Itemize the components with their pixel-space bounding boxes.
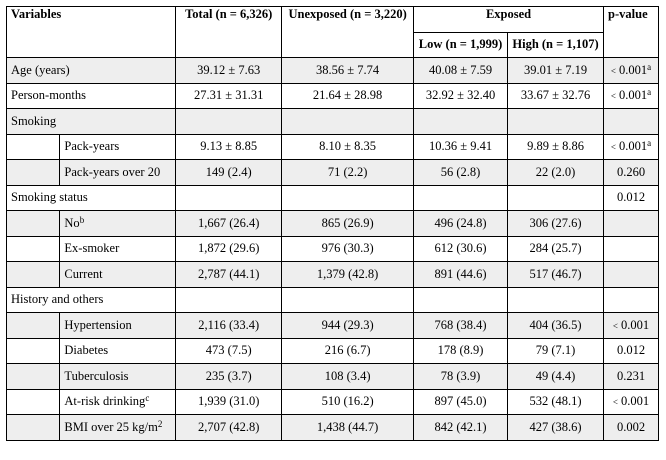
row-label: Age (years) [7,58,176,84]
cell-unexposed: 1,379 (42.8) [282,262,414,288]
cell-low: 891 (44.6) [414,262,508,288]
table-row [7,287,659,313]
cell-low: 768 (38.4) [414,313,508,339]
header-total: Total (n = 6,326) [176,7,282,58]
cell-unexposed: 216 (6.7) [282,338,414,364]
cell-pvalue: < 0.001$^a$ [604,58,659,84]
cell-low: 496 (24.8) [414,211,508,237]
cell-total: 2,707 (42.8) [176,415,282,441]
table-row [7,160,659,186]
cell-high: 33.67 ± 32.76 [508,83,604,109]
row-label: No$^b$ [60,211,176,237]
header-exposed: Exposed [414,7,604,33]
row-label: Current [60,262,176,288]
table-row [7,364,659,390]
table-row [7,134,659,160]
section-label: Smoking status [7,185,176,211]
cell-total: 1,872 (29.6) [176,236,282,262]
cell-total: 473 (7.5) [176,338,282,364]
cell-total: 1,939 (31.0) [176,389,282,415]
table-row [7,83,659,109]
row-label: Ex-smoker [60,236,176,262]
cell-total: 27.31 ± 31.31 [176,83,282,109]
cell-low: 612 (30.6) [414,236,508,262]
cell-low: 178 (8.9) [414,338,508,364]
cell-low: 32.92 ± 32.40 [414,83,508,109]
header-unexposed: Unexposed (n = 3,220) [282,7,414,58]
cell-high: 284 (25.7) [508,236,604,262]
header-low: Low (n = 1,999) [414,32,508,58]
cell-unexposed: 38.56 ± 7.74 [282,58,414,84]
section-label: History and others [7,287,176,313]
cell-unexposed: 976 (30.3) [282,236,414,262]
cell-high: 22 (2.0) [508,160,604,186]
cell-pvalue: 0.002 [604,415,659,441]
cell-total: 2,116 (33.4) [176,313,282,339]
cell-total: 2,787 (44.1) [176,262,282,288]
less-than-sign: < [610,65,616,76]
cell-unexposed: 865 (26.9) [282,211,414,237]
row-label: Tuberculosis [60,364,176,390]
row-label: Diabetes [60,338,176,364]
cell-low: 842 (42.1) [414,415,508,441]
cell-unexposed: 21.64 ± 28.98 [282,83,414,109]
cell-total: 1,667 (26.4) [176,211,282,237]
cell-unexposed: 944 (29.3) [282,313,414,339]
cell-pvalue: 0.012 [604,338,659,364]
cell-pvalue: < 0.001$^a$ [604,134,659,160]
cell-high: 39.01 ± 7.19 [508,58,604,84]
cell-high: 427 (38.6) [508,415,604,441]
row-label: Pack-years over 20 [60,160,176,186]
header-high: High (n = 1,107) [508,32,604,58]
row-label: Hypertension [60,313,176,339]
cell-unexposed: 71 (2.2) [282,160,414,186]
cell-high: 404 (36.5) [508,313,604,339]
cell-pvalue: 0.231 [604,364,659,390]
cell-high: 306 (27.6) [508,211,604,237]
table-row [7,389,659,415]
cell-low: 10.36 ± 9.41 [414,134,508,160]
cell-total: 149 (2.4) [176,160,282,186]
cell-pvalue: 0.260 [604,160,659,186]
data-table [6,6,659,441]
cell-unexposed: 1,438 (44.7) [282,415,414,441]
row-label: At-risk drinking$^c$ [60,389,176,415]
header-variables: Variables [7,7,176,58]
table-row [7,338,659,364]
header-pvalue: p-value [604,7,659,58]
cell-high: 79 (7.1) [508,338,604,364]
section-label: Smoking [7,109,176,135]
cell-low: 78 (3.9) [414,364,508,390]
cell-high: 9.89 ± 8.86 [508,134,604,160]
table-row [7,313,659,339]
cell-low: 40.08 ± 7.59 [414,58,508,84]
cell-pvalue: < 0.001 [604,389,659,415]
table-row [7,185,659,211]
cell-high: 532 (48.1) [508,389,604,415]
cell-unexposed: 8.10 ± 8.35 [282,134,414,160]
table-row [7,262,659,288]
cell-pvalue: < 0.001 [604,313,659,339]
cell-total: 235 (3.7) [176,364,282,390]
cell-low: 56 (2.8) [414,160,508,186]
cell-unexposed: 108 (3.4) [282,364,414,390]
cell-total: 39.12 ± 7.63 [176,58,282,84]
cell-unexposed: 510 (16.2) [282,389,414,415]
table-row [7,211,659,237]
cell-total: 9.13 ± 8.85 [176,134,282,160]
cell-high: 517 (46.7) [508,262,604,288]
table-row [7,415,659,441]
table-row [7,58,659,84]
cell-pvalue: < 0.001$^a$ [604,83,659,109]
cell-low: 897 (45.0) [414,389,508,415]
row-label: Pack-years [60,134,176,160]
table-row [7,109,659,135]
table-row [7,236,659,262]
row-label: BMI over 25 $kg/m^2$ [60,415,176,441]
row-label: Person-months [7,83,176,109]
cell-pvalue: 0.012 [604,185,659,211]
cell-high: 49 (4.4) [508,364,604,390]
